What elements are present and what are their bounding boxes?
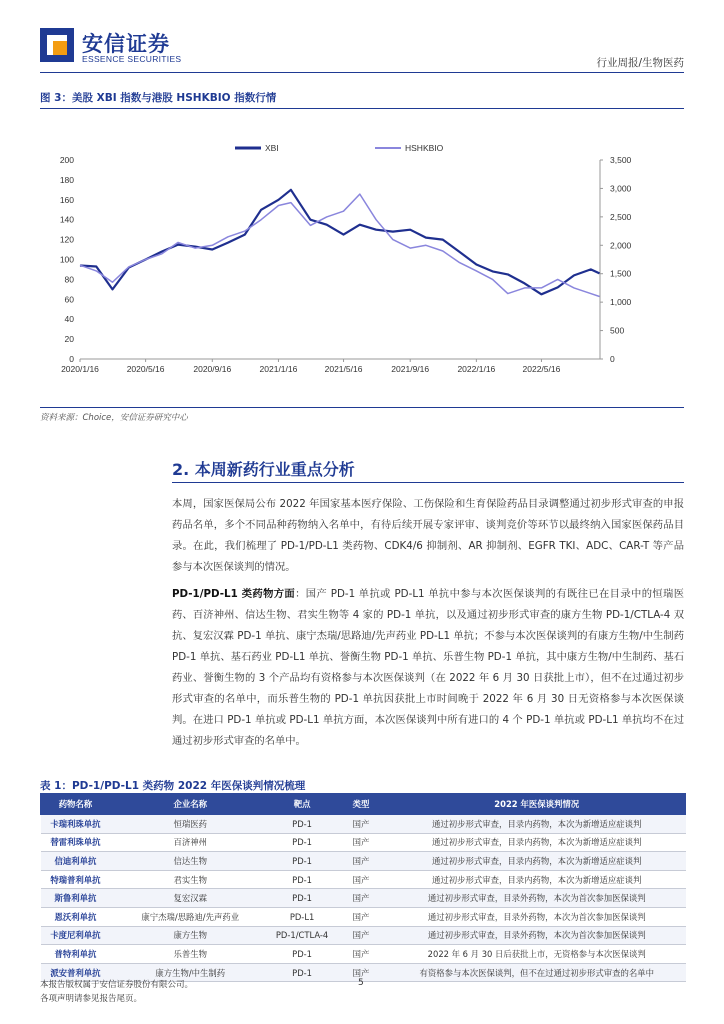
table-row: [41, 852, 686, 871]
header-divider: [40, 72, 684, 73]
table-cell: 通过初步形式审查，目录外药物，本次为首次参加医保谈判: [388, 907, 686, 926]
table-cell: 通过初步形式审查，目录内药物，本次为新增适应症谈判: [388, 815, 686, 834]
table-cell: 普特利单抗: [41, 945, 111, 964]
x-tick-label: 2020/1/16: [61, 364, 99, 374]
table-cell: PD-1: [270, 815, 334, 834]
source-divider: [40, 407, 684, 408]
table-header-cell: 企业名称: [110, 794, 270, 815]
index-line-chart: [40, 140, 650, 380]
table-cell: 恩沃利单抗: [41, 907, 111, 926]
table-cell: 通过初步形式审查，目录外药物，本次为首次参加医保谈判: [388, 889, 686, 908]
table-cell: 国产: [334, 926, 388, 945]
y-right-tick-label: 1,500: [610, 268, 632, 279]
table-row: [41, 833, 686, 852]
table-cell: PD-1/CTLA-4: [270, 926, 334, 945]
table-cell: 康宁杰瑞/思路迪/先声药业: [110, 907, 270, 926]
y-right-tick-label: 3,000: [610, 183, 632, 194]
y-left-tick-label: 200: [59, 155, 74, 165]
page-number: 5: [358, 978, 364, 988]
legend-label: XBI: [265, 143, 279, 153]
table-cell: 通过初步形式审查，目录内药物，本次为新增适应症谈判: [388, 833, 686, 852]
figure-title: 图 3：美股 XBI 指数与港股 HSHKBIO 指数行情: [40, 92, 277, 104]
table-cell: 国产: [334, 963, 388, 982]
table-cell: 国产: [334, 815, 388, 834]
table-cell: PD-1: [270, 833, 334, 852]
x-tick-label: 2020/9/16: [193, 364, 232, 374]
table-cell: PD-1: [270, 945, 334, 964]
y-left-tick-label: 40: [64, 314, 74, 325]
report-category: 行业周报/生物医药: [596, 57, 684, 69]
x-tick-label: 2022/1/16: [457, 364, 496, 374]
intro-paragraph: 本周，国家医保局公布 2022 年国家基本医疗保险、工伤保险和生育保险药品目录调整通过初步形式审查的申报药品名单，多个不同品种药物纳入名单中，有待后续开展专家评审、谈判竞价等环节以最终纳入国家医保药品目录。在此，我们梳理了 PD-1/PD-L1 类药物、CDK4/6 抑制剂、AR 抑制剂、EGFR TKI、ADC、CAR-T 等产品参与本次医保谈判的情况。: [172, 498, 684, 573]
y-right-tick-label: 0: [610, 354, 615, 364]
table-cell: 信达生物: [110, 852, 270, 871]
table-cell: 国产: [334, 870, 388, 889]
company-logo: [40, 26, 240, 70]
table-header-cell: 靶点: [270, 794, 334, 815]
legend-label: HSHKBIO: [405, 143, 444, 153]
company-name-cn: 安信证券: [82, 32, 170, 56]
table-cell: 国产: [334, 833, 388, 852]
footer-copyright: 本报告版权属于安信证券股份有限公司。: [40, 980, 194, 990]
y-left-tick-label: 80: [64, 274, 74, 285]
table-cell: PD-1: [270, 852, 334, 871]
y-right-tick-label: 2,000: [610, 240, 632, 251]
table-cell: 乐普生物: [110, 945, 270, 964]
table-cell: 通过初步形式审查，目录外药物，本次为首次参加医保谈判: [388, 926, 686, 945]
x-tick-label: 2022/5/16: [522, 364, 561, 374]
table-cell: PD-1: [270, 870, 334, 889]
table-row: [41, 945, 686, 964]
table-cell: 通过初步形式审查，目录内药物，本次为新增适应症谈判: [388, 852, 686, 871]
y-right-tick-label: 1,000: [610, 297, 632, 308]
series-line-xbi: [80, 190, 600, 294]
table-cell: 卡瑞利珠单抗: [41, 815, 111, 834]
essence-logo-icon: [40, 28, 74, 62]
figure-source: 资料来源：Choice，安信证券研究中心: [40, 413, 188, 423]
pd1-negotiation-table: [40, 793, 686, 982]
y-left-tick-label: 60: [64, 294, 74, 305]
y-left-tick-label: 140: [59, 214, 74, 225]
table-cell: 有资格参与本次医保谈判，但不在过通过初步形式审查的名单中: [388, 963, 686, 982]
footer-notice: 各项声明请参见报告尾页。: [40, 994, 143, 1004]
footer-disclaimer: [40, 978, 193, 1006]
section-title: 2. 本周新药行业重点分析: [172, 460, 355, 479]
table-cell: 复宏汉霖: [110, 889, 270, 908]
y-left-tick-label: 100: [59, 254, 74, 265]
table-cell: 国产: [334, 852, 388, 871]
table-cell: 斯鲁利单抗: [41, 889, 111, 908]
x-tick-label: 2021/1/16: [259, 364, 298, 374]
x-tick-label: 2020/5/16: [126, 364, 165, 374]
table-header-cell: 2022 年医保谈判情况: [388, 794, 686, 815]
table-title: 表 1：PD-1/PD-L1 类药物 2022 年医保谈判情况梳理: [40, 780, 306, 792]
pd1-paragraph-lead: PD-1/PD-L1 类药物方面: [172, 588, 296, 600]
table-row: [41, 815, 686, 834]
table-cell: PD-1: [270, 963, 334, 982]
y-left-tick-label: 0: [69, 354, 74, 364]
figure-divider: [40, 108, 684, 109]
table-cell: 2022 年 6 月 30 日后获批上市，无资格参与本次医保谈判: [388, 945, 686, 964]
y-left-tick-label: 120: [59, 234, 74, 245]
table-cell: 卡度尼利单抗: [41, 926, 111, 945]
y-right-tick-label: 500: [610, 325, 625, 336]
table-header-cell: 药物名称: [41, 794, 111, 815]
table-cell: 恒瑞医药: [110, 815, 270, 834]
table-cell: 国产: [334, 945, 388, 964]
section-divider: [172, 482, 684, 483]
x-tick-label: 2021/5/16: [324, 364, 363, 374]
table-row: [41, 926, 686, 945]
y-left-tick-label: 20: [64, 334, 74, 345]
table-cell: 国产: [334, 907, 388, 926]
y-left-tick-label: 160: [59, 194, 74, 205]
table-cell: 国产: [334, 889, 388, 908]
table-cell: 信迪利单抗: [41, 852, 111, 871]
table-cell: 康方生物: [110, 926, 270, 945]
pd1-paragraph: [172, 584, 684, 752]
y-left-tick-label: 180: [59, 174, 74, 185]
table-row: [41, 907, 686, 926]
table-cell: 百济神州: [110, 833, 270, 852]
x-tick-label: 2021/9/16: [391, 364, 430, 374]
y-right-tick-label: 3,500: [610, 155, 632, 165]
table-cell: 特瑞普利单抗: [41, 870, 111, 889]
table-cell: 替雷利珠单抗: [41, 833, 111, 852]
table-header-row: [41, 794, 686, 815]
table-row: [41, 870, 686, 889]
table-cell: 通过初步形式审查，目录内药物，本次为新增适应症谈判: [388, 870, 686, 889]
table-row: [41, 889, 686, 908]
table-cell: 君实生物: [110, 870, 270, 889]
table-cell: 康方生物/中生制药: [110, 963, 270, 982]
table-cell: 派安普利单抗: [41, 963, 111, 982]
table-cell: PD-1: [270, 889, 334, 908]
y-right-tick-label: 2,500: [610, 211, 632, 222]
pd1-paragraph-body: ：国产 PD-1 单抗或 PD-L1 单抗中参与本次医保谈判的有既往已在目录中的恒瑞医药、百济神州、信达生物、君实生物等 4 家的 PD-1 单抗，以及通过初步形式审查的康方生物 PD-1/CTLA-4 双抗、复宏汉霖 PD-1 单抗、康宁杰瑞/思路迪/先声药业 PD-L1 单抗；不参与本次医保谈判的有康方生物/中生制药 PD-1 单抗、基石药业 PD-L1 单抗、誉衡生物 PD-1 单抗、乐普生物 PD-1 单抗，其中康方生物/中生制药、基石药业、誉衡生物的 3 个产品均有资格参与本次医保谈判（在 2022 年 6 月 30 日获批上市），但不在过通过初步形式审查的名单中，而乐普生物的 PD-1 单抗因获批上市时间晚于 2022 年 6 月 30 日无资格参与本次医保谈判。在进口 PD-1 单抗或 PD-L1 单抗方面，本次医保谈判中所有进口的 4 个 PD-1 单抗或 PD-L1 单抗均不在过通过初步形式审查的名单中。: [172, 588, 684, 747]
table-cell: PD-L1: [270, 907, 334, 926]
company-name-en: ESSENCE SECURITIES: [82, 54, 182, 64]
table-header-cell: 类型: [334, 794, 388, 815]
